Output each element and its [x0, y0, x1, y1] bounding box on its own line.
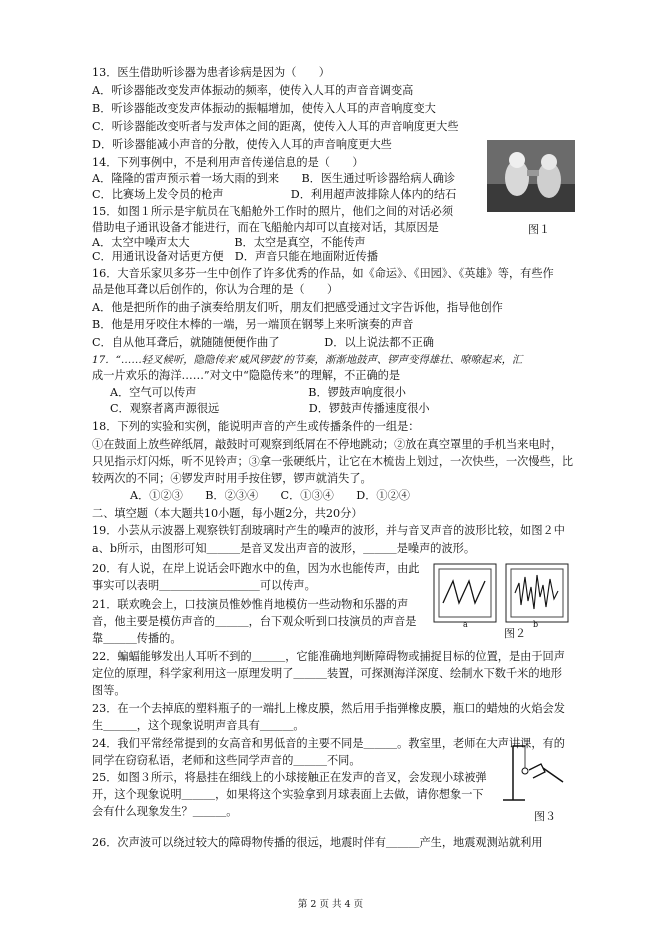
q13-option-a: A．听诊器能改变发声体振动的频率，使传入人耳的声音音调变高 — [92, 84, 414, 97]
q13-option-b: B．听诊器能改变发声体振动的振幅增加，使传入人耳的声音响度变大 — [92, 102, 436, 115]
q18-body-2: 只见指示灯闪烁，听不见铃声；③拿一张硬纸片，让它在木梳齿上划过，一次快些，一次慢些，比 — [92, 455, 574, 468]
q21: 21．联欢晚会上，口技演员惟妙惟肖地模仿一些动物和乐器的声音，他主要是模仿声音的＿＿＿，台下观众听到口技演员的声音是靠＿＿＿传播的。 — [92, 598, 417, 645]
q18-stem: 18．下列的实验和实例，能说明声音的产生或传播条件的一组是： — [92, 420, 420, 433]
page-footer: 第 2 页 共 4 页 — [297, 899, 364, 910]
q13-option-d: D．听诊器能减小声音的分散，使传入人耳的声音响度更大些 — [92, 138, 392, 151]
q15-stem-2: 借助电子通讯设备才能进行，而在飞船舱内却可以直接对话，其原因是 — [92, 221, 439, 234]
figure-1-caption: 图１ — [528, 223, 550, 236]
q16-options-cd: C．自从他耳聋后，就随随便便作曲了 D．以上说法都不正确 — [92, 336, 434, 349]
q16-option-b: B．他是用牙咬住木棒的一端，另一端顶在钢琴上来听演奏的声音 — [92, 318, 414, 331]
q22: 22．蝙蝠能够发出人耳听不到的＿＿＿，它能准确地判断障碍物或捕捉目标的位置，是由于回声定位的原理，科学家利用这一原理发明了＿＿＿装置，可探测海洋深度、绘制水下数千米的地形图等。 — [92, 650, 565, 697]
fork-handle — [543, 768, 563, 782]
q26: 26．次声波可以绕过较大的障碍物传播的很远，地震时伴有＿＿＿产生，地震观测站就利用 — [92, 836, 543, 849]
q18-body-1: ①在鼓面上放些碎纸屑，敲鼓时可观察到纸屑在不停地跳动；②放在真空罩里的手机当来电时， — [92, 438, 562, 451]
figure-2-waveforms — [433, 563, 569, 627]
q15-stem-1: 15．如图１所示是宇航员在飞船舱外工作时的照片，他们之间的对话必须 — [92, 205, 454, 218]
q25: 25．如图３所示，将悬挂在细线上的小球接触正在发声的音叉，会发现小球被弹开，这个现象说明＿＿＿，如果将这个实验拿到月球表面上去做，请你想象一下会有什么现象发生？＿＿＿。 — [92, 771, 487, 818]
figure-2-caption: 图２ — [504, 627, 526, 640]
q17-options-cd: C．观察者离声源很远 D．锣鼓声传播速度很小 — [110, 402, 430, 415]
q14-stem: 14．下列事例中，不是利用声音传递信息的是（ ） — [92, 156, 364, 169]
ball — [522, 768, 528, 774]
screen-a — [439, 569, 491, 617]
q13-option-c: C．听诊器能改变听者与发声体之间的距离，使传入人耳的声音响度更大些 — [92, 120, 459, 133]
section-heading: 二、填空题（本大题共10小题，每小题2分，共20分） — [92, 507, 363, 520]
figure-2-label-b: b — [533, 620, 539, 629]
q15-options-ab: A．太空中噪声太大 B．太空是真空，不能传声 — [92, 236, 366, 249]
q17-stem-1: 17．“……轻叉候听，隐隐传来‘威风锣鼓’的节奏，渐渐地鼓声、锣声变得雄壮、嘹嘹起来，汇 — [92, 354, 523, 366]
figure-3-tuning-fork — [495, 742, 575, 802]
q16-option-a: A．他是把所作的曲子演奏给朋友们听，朋友们把感受通过文字告诉他，指导他创作 — [92, 301, 503, 314]
q18-body-3: 较两次的不同；④锣发声时用手按住锣，锣声就消失了。 — [92, 472, 372, 485]
q15-options-cd: C．用通讯设备对话更方便 D．声音只能在地面附近传播 — [92, 250, 379, 263]
q17-stem-2: 成一片欢乐的海洋……”对文中“隐隐传来”的理解，不正确的是 — [92, 369, 401, 382]
helmet-right — [541, 154, 557, 170]
q16-stem-1: 16．大音乐家贝多芬一生中创作了许多优秀的作品，如《命运》、《田园》、《英雄》等，有些作 — [92, 267, 554, 280]
figure-3-caption: 图３ — [534, 810, 556, 823]
q14-options-ab: A．隆隆的雷声预示着一场大雨的到来 B．医生通过听诊器给病人确诊 — [92, 172, 456, 185]
q20: 20．有人说，在岸上说话会吓跑水中的鱼，因为水也能传声，由此事实可以表明＿＿＿＿＿＿＿＿＿可以传声。 — [92, 562, 420, 592]
figure-2-label-a: a — [463, 620, 468, 629]
q13-stem: 13．医生借助听诊器为患者诊病是因为（ ） — [92, 66, 330, 79]
q24: 24．我们平常经常提到的女高音和男低音的主要不同是＿＿＿。教室里，老师在大声讲课，有的同学在窃窃私语，老师和这些同学声音的＿＿＿不同。 — [92, 737, 565, 767]
q23: 23．在一个去掉底的塑料瓶子的一端扎上橡皮膜，然后用手指弹橡皮膜，瓶口的蜡烛的火焰会发生＿＿＿，这个现象说明声音具有＿＿＿。 — [92, 702, 565, 732]
figure-1-astronaut-photo — [487, 140, 575, 212]
helmet-left — [509, 152, 525, 168]
q19-line-2: a、b所示，由图形可知＿＿＿是音叉发出声音的波形，＿＿＿是噪声的波形。 — [92, 542, 476, 555]
q14-options-cd: C．比赛场上发令员的枪声 D．利用超声波排除人体内的结石 — [92, 188, 457, 201]
q16-stem-2: 品是他耳聋以后创作的，你认为合理的是（ ） — [92, 283, 339, 296]
tuning-fork — [529, 764, 545, 778]
photo-lower — [487, 184, 575, 212]
q18-options: A．①②③ B．②③④ C．①③④ D．①②④ — [130, 489, 410, 502]
q17-options-ab: A．空气可以传声 B．锣鼓声响度很小 — [110, 386, 406, 399]
q19-line-1: 19．小芸从示波器上观察铁钉刮玻璃时产生的噪声的波形，并与音叉声音的波形比较，如图２中 — [92, 524, 565, 537]
equipment — [527, 170, 539, 176]
